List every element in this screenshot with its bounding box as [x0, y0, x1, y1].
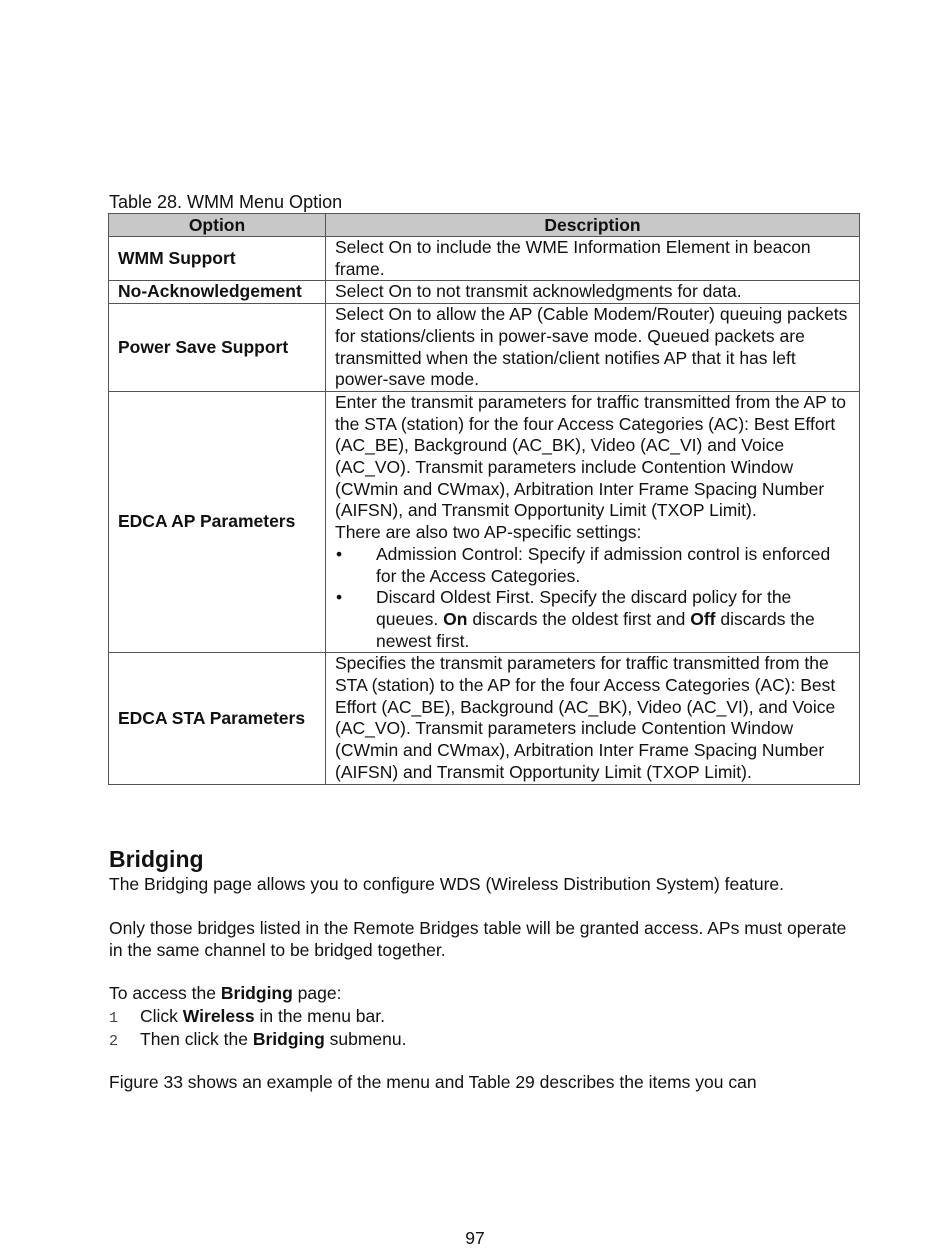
- step-number: 2: [109, 1033, 119, 1050]
- bullet-item: [335, 544, 851, 587]
- option-cell: Power Save Support: [109, 304, 326, 392]
- step-text: in the menu bar.: [254, 1006, 385, 1026]
- description-cell: Specifies the transmit parameters for traffic transmitted from the STA (station) to the AP for the four Access Categories (AC): Best Effort (AC_BE), Background (AC_BK), Video (AC_VI), and Voice (AC_VO). Transmit parameters include Contention Window (CWmin and CWmax), Arbitration Inter Frame Spacing Number (AIFSN) and Transmit Opportunity Limit (TXOP Limit).: [326, 653, 860, 784]
- table-row: [109, 653, 860, 784]
- step-number: 1: [109, 1010, 119, 1027]
- description-cell: [326, 391, 860, 652]
- access-bold: Bridging: [220, 983, 293, 1003]
- option-cell: EDCA STA Parameters: [109, 653, 326, 784]
- bridging-access-line: [109, 983, 849, 1005]
- bullet-symbol: •: [336, 587, 343, 608]
- page-number: 97: [465, 1228, 485, 1248]
- step-item: [109, 1006, 385, 1030]
- access-post: page:: [292, 983, 342, 1003]
- bullet-on-keyword: On: [443, 608, 468, 629]
- access-pre: To access the: [109, 983, 221, 1003]
- bullet-text: discards the newest first.: [376, 608, 815, 651]
- description-text: Enter the transmit parameters for traffic transmitted from the AP to the STA (station) for the four Access Categories (AC): Best Effort (AC_BE), Background (AC_BK), Video (AC_VI) and Voice (AC_VO). Transmit parameters include Contention Window (CWmin and CWmax), Arbitration Inter Frame Spacing Number (AIFSN), and Transmit Opportunity Limit (TXOP Limit).: [335, 391, 846, 521]
- description-cell: Select On to include the WME Information Element in beacon frame.: [326, 237, 860, 281]
- bullet-item: [335, 587, 851, 652]
- bullet-text: Admission Control: Specify if admission control is enforced for the Access Categories.: [376, 543, 831, 586]
- table-caption: Table 28. WMM Menu Option: [109, 192, 343, 212]
- option-cell: WMM Support: [109, 237, 326, 281]
- bullet-list: [335, 544, 851, 653]
- bridging-intro: The Bridging page allows you to configure WDS (Wireless Distribution System) feature.: [109, 874, 784, 894]
- step-item: [109, 1029, 406, 1053]
- table-row: [109, 304, 860, 392]
- table-header-row: [109, 214, 860, 237]
- table-row: [109, 391, 860, 652]
- wmm-table: [108, 213, 860, 785]
- header-description: Description: [326, 214, 860, 237]
- bullet-symbol: •: [336, 543, 343, 564]
- table-row: [109, 281, 860, 304]
- step-text: Click: [140, 1006, 183, 1026]
- header-option: Option: [109, 214, 326, 237]
- step-bold: Wireless: [182, 1006, 255, 1026]
- description-cell: Select On to allow the AP (Cable Modem/Router) queuing packets for stations/clients in power-save mode. Queued packets are transmitted when the station/client notifies AP that it has left power-save mode.: [326, 304, 860, 392]
- step-text: submenu.: [324, 1029, 407, 1049]
- description-cell: Select On to not transmit acknowledgments for data.: [326, 281, 860, 304]
- bridging-access-note: Only those bridges listed in the Remote Bridges table will be granted access. APs must operate in the same channel to be bridged together.: [109, 918, 847, 960]
- bullet-off-keyword: Off: [690, 608, 716, 629]
- step-bold: Bridging: [252, 1029, 325, 1049]
- option-cell: No-Acknowledgement: [109, 281, 326, 304]
- description-extra: There are also two AP-specific settings:: [335, 522, 642, 543]
- bullet-text: discards the oldest first and: [467, 608, 691, 629]
- section-heading: Bridging: [109, 846, 204, 872]
- step-text: Then click the: [140, 1029, 253, 1049]
- figure-note: Figure 33 shows an example of the menu and Table 29 describes the items you can: [109, 1072, 757, 1092]
- option-cell: EDCA AP Parameters: [109, 391, 326, 652]
- table-row: [109, 237, 860, 281]
- bullet-text: Discard Oldest First. Specify the discard policy for the queues.: [376, 587, 792, 629]
